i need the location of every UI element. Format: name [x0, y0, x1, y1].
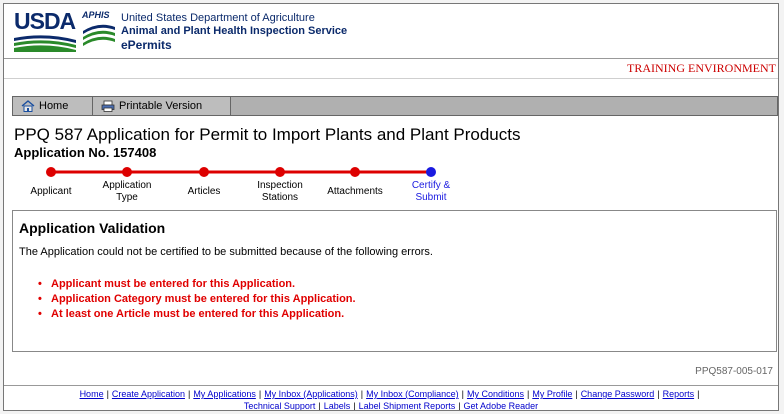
- footer-separator: |: [353, 401, 356, 411]
- error-item: • Applicant must be entered for this Application.: [35, 277, 356, 292]
- error-item: • At least one Article must be entered for this Application.: [35, 307, 356, 322]
- department-name: United States Department of Agriculture: [121, 12, 315, 24]
- error-item: • Application Category must be entered for this Application.: [35, 292, 356, 307]
- step-label-6[interactable]: Certify & Submit: [411, 180, 451, 203]
- toolbar: [12, 96, 778, 116]
- error-list: [35, 277, 356, 322]
- footer-separator: |: [318, 401, 321, 411]
- footer-separator: |: [697, 389, 700, 399]
- usda-field-logo-mark: [14, 34, 76, 52]
- step-label-2[interactable]: Application Type: [102, 180, 152, 203]
- printable-version-button[interactable]: [93, 97, 231, 115]
- validation-title: Application Validation: [19, 220, 166, 236]
- validation-panel: [12, 210, 777, 352]
- footer-link[interactable]: Label Shipment Reports: [358, 401, 456, 411]
- printer-icon: [101, 100, 115, 112]
- footer-link[interactable]: My Inbox (Applications): [264, 389, 358, 399]
- footer-separator: |: [461, 389, 464, 399]
- footer-link[interactable]: Reports: [662, 389, 695, 399]
- footer-separator: |: [106, 389, 109, 399]
- footer-separator: |: [458, 401, 461, 411]
- step-dot-3: [199, 167, 209, 177]
- footer-link[interactable]: Home: [79, 389, 104, 399]
- footer-link[interactable]: Get Adobe Reader: [463, 401, 539, 411]
- step-dot-1: [46, 167, 56, 177]
- step-label-1[interactable]: Applicant: [30, 186, 72, 197]
- progress-steps: [14, 164, 474, 209]
- footer-link[interactable]: My Applications: [193, 389, 256, 399]
- validation-message: The Application could not be certified to be submitted because of the following errors.: [19, 246, 433, 258]
- browser-frame: [3, 3, 779, 411]
- footer-separator: |: [258, 389, 262, 399]
- footer-separator: |: [575, 389, 578, 399]
- footer-separator: |: [360, 389, 364, 399]
- home-icon: [21, 100, 35, 112]
- step-label-5[interactable]: Attachments: [327, 186, 383, 197]
- footer-separator: |: [657, 389, 660, 399]
- footer-link[interactable]: My Profile: [532, 389, 573, 399]
- app-name: ePermits: [121, 38, 172, 52]
- footer-line-1: [4, 388, 778, 400]
- home-button-label: Home: [39, 100, 69, 112]
- page-code: PPQ587-005-017: [695, 366, 773, 377]
- footer-link[interactable]: My Inbox (Compliance): [366, 389, 459, 399]
- home-button[interactable]: [13, 97, 93, 115]
- step-dot-6: [426, 167, 436, 177]
- footer-divider: [4, 385, 778, 386]
- environment-banner: TRAINING ENVIRONMENT: [627, 61, 776, 75]
- step-label-3[interactable]: Articles: [187, 186, 221, 197]
- footer-separator: |: [526, 389, 530, 399]
- usda-logo: USDA: [14, 8, 76, 34]
- aphis-wordmark: APHIS: [82, 10, 110, 20]
- step-dot-2: [122, 167, 132, 177]
- footer-link[interactable]: My Conditions: [466, 389, 524, 399]
- page-title: PPQ 587 Application for Permit to Import Plants and Plant Products: [14, 125, 521, 144]
- footer-link[interactable]: Change Password: [580, 389, 655, 399]
- printable-version-label: Printable Version: [119, 100, 203, 112]
- footer-link[interactable]: Technical Support: [243, 401, 316, 411]
- footer-separator: |: [187, 389, 191, 399]
- agency-name: Animal and Plant Health Inspection Service: [121, 25, 348, 37]
- divider: [4, 78, 778, 79]
- step-dot-5: [350, 167, 360, 177]
- footer-line-2: [4, 400, 778, 411]
- application-number: Application No. 157408: [14, 145, 157, 160]
- footer-link[interactable]: Create Application: [111, 389, 185, 399]
- site-header: [4, 4, 778, 59]
- footer-nav: [4, 388, 778, 411]
- step-label-4[interactable]: Inspection Stations: [257, 180, 303, 203]
- footer-link[interactable]: Labels: [323, 401, 351, 411]
- step-dot-4: [275, 167, 285, 177]
